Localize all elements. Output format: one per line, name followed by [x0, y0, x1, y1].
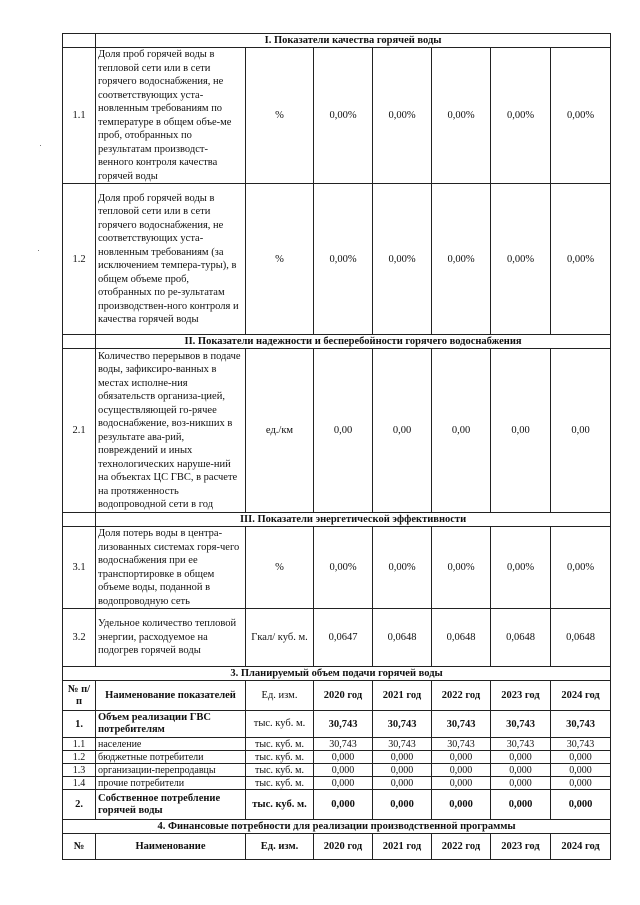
volume-row-1: [63, 711, 611, 738]
unit-cell: Гкал/ куб. м.: [246, 609, 314, 667]
value-2022: 0,000: [432, 751, 491, 764]
value-2022: 0,00%: [432, 527, 491, 609]
volume-row-2: [63, 790, 611, 820]
header-year-2024: 2024 год: [551, 681, 611, 711]
value-2020: 0,00%: [314, 527, 373, 609]
value-2023: 30,743: [491, 711, 551, 738]
value-2023: 0,000: [491, 790, 551, 820]
value-2021: 30,743: [373, 738, 432, 751]
section-2-header: [63, 335, 611, 349]
section-3-header: [63, 513, 611, 527]
value-2023: 0,0648: [491, 609, 551, 667]
value-2024: 0,000: [551, 777, 611, 790]
unit-cell: тыс. куб. м.: [246, 738, 314, 751]
indicator-description: Удельное количество тепловой энергии, расходуемое на подогрев горячей воды: [96, 609, 246, 667]
header-year-2020: 2020 год: [314, 834, 373, 860]
value-2023: 30,743: [491, 738, 551, 751]
value-2024: 0,000: [551, 790, 611, 820]
row-number: 1.1: [63, 738, 96, 751]
value-2020: 0,000: [314, 764, 373, 777]
section-1-title: I. Показатели качества горячей воды: [96, 34, 611, 48]
header-unit: Ед. изм.: [246, 834, 314, 860]
value-2023: 0,00: [491, 349, 551, 513]
value-2024: 0,000: [551, 764, 611, 777]
indicator-row-3-2: [63, 609, 611, 667]
section-2-title: II. Показатели надежности и бесперебойности горячего водоснабжения: [96, 335, 611, 349]
indicator-row-1-1: [63, 48, 611, 184]
value-2020: 0,000: [314, 777, 373, 790]
header-number: № п/п: [63, 681, 96, 711]
value-2022: 30,743: [432, 738, 491, 751]
unit-cell: %: [246, 527, 314, 609]
volume-section-title: 3. Планируемый объем подачи горячей воды: [63, 667, 611, 681]
unit-cell: тыс. куб. м.: [246, 790, 314, 820]
row-number: 2.1: [63, 349, 96, 513]
header-name: Наименование показателей: [96, 681, 246, 711]
value-2023: 0,00%: [491, 184, 551, 335]
row-name: организации-перепродавцы: [96, 764, 246, 777]
section-1-blank-cell: [63, 34, 96, 48]
header-unit: Ед. изм.: [246, 681, 314, 711]
row-number: 3.2: [63, 609, 96, 667]
indicators-table: [62, 33, 611, 860]
value-2023: 0,000: [491, 777, 551, 790]
indicator-description: Количество перерывов в подаче воды, зафиксиро-ванных в местах исполне-ния обязательств организа-цией, осуществляющей го-рячее водоснабжение, воз-никших в результате ава-рий, повреждений и иных технологических наруше-ний на объектах ЦС ГВС, в расчете на протяженность водопроводной сети в год: [96, 349, 246, 513]
row-name: бюджетные потребители: [96, 751, 246, 764]
volume-row-1-3: [63, 764, 611, 777]
value-2024: 0,00%: [551, 48, 611, 184]
row-number: 1.: [63, 711, 96, 738]
value-2023: 0,00%: [491, 48, 551, 184]
row-name: прочие потребители: [96, 777, 246, 790]
value-2023: 0,00%: [491, 527, 551, 609]
indicator-row-3-1: [63, 527, 611, 609]
unit-cell: тыс. куб. м.: [246, 764, 314, 777]
value-2024: 0,000: [551, 751, 611, 764]
unit-cell: тыс. куб. м.: [246, 711, 314, 738]
value-2022: 0,000: [432, 764, 491, 777]
section-2-blank-cell: [63, 335, 96, 349]
value-2021: 30,743: [373, 711, 432, 738]
section-3-title: III. Показатели энергетической эффективности: [96, 513, 611, 527]
section-3-blank-cell: [63, 513, 96, 527]
header-name: Наименование: [96, 834, 246, 860]
value-2024: 0,00%: [551, 184, 611, 335]
header-year-2020: 2020 год: [314, 681, 373, 711]
scan-speck: [38, 250, 39, 251]
value-2021: 0,00%: [373, 527, 432, 609]
header-year-2022: 2022 год: [432, 834, 491, 860]
value-2020: 0,000: [314, 790, 373, 820]
volume-row-1-1: [63, 738, 611, 751]
value-2023: 0,000: [491, 751, 551, 764]
unit-cell: тыс. куб. м.: [246, 777, 314, 790]
value-2020: 0,0647: [314, 609, 373, 667]
value-2024: 30,743: [551, 711, 611, 738]
unit-cell: тыс. куб. м.: [246, 751, 314, 764]
header-year-2021: 2021 год: [373, 834, 432, 860]
row-number: 1.4: [63, 777, 96, 790]
scan-speck: [40, 145, 41, 146]
indicator-row-2-1: [63, 349, 611, 513]
finance-section-header: [63, 820, 611, 834]
value-2022: 0,00: [432, 349, 491, 513]
value-2020: 30,743: [314, 711, 373, 738]
value-2020: 0,00: [314, 349, 373, 513]
value-2020: 0,00%: [314, 48, 373, 184]
value-2024: 0,00: [551, 349, 611, 513]
value-2022: 30,743: [432, 711, 491, 738]
section-1-header: [63, 34, 611, 48]
value-2022: 0,00%: [432, 48, 491, 184]
indicator-description: Доля потерь воды в центра-лизованных системах горя-чего водоснабжения при ее транспортировке в общем объеме воды, поданной в водопроводную сеть: [96, 527, 246, 609]
header-year-2023: 2023 год: [491, 681, 551, 711]
row-number: 2.: [63, 790, 96, 820]
value-2024: 30,743: [551, 738, 611, 751]
unit-cell: %: [246, 48, 314, 184]
value-2023: 0,000: [491, 764, 551, 777]
header-year-2024: 2024 год: [551, 834, 611, 860]
value-2021: 0,00%: [373, 48, 432, 184]
value-2021: 0,00: [373, 349, 432, 513]
volume-section-header: [63, 667, 611, 681]
value-2021: 0,000: [373, 790, 432, 820]
volume-row-1-2: [63, 751, 611, 764]
row-number: 3.1: [63, 527, 96, 609]
value-2022: 0,000: [432, 790, 491, 820]
value-2024: 0,00%: [551, 527, 611, 609]
header-year-2023: 2023 год: [491, 834, 551, 860]
indicator-row-1-2: [63, 184, 611, 335]
value-2021: 0,000: [373, 777, 432, 790]
header-year-2022: 2022 год: [432, 681, 491, 711]
value-2022: 0,000: [432, 777, 491, 790]
finance-table-header: [63, 834, 611, 860]
row-number: 1.1: [63, 48, 96, 184]
row-name: Объем реализации ГВС потребителям: [96, 711, 246, 738]
value-2021: 0,000: [373, 764, 432, 777]
header-year-2021: 2021 год: [373, 681, 432, 711]
value-2021: 0,0648: [373, 609, 432, 667]
value-2024: 0,0648: [551, 609, 611, 667]
value-2022: 0,0648: [432, 609, 491, 667]
volume-table-header: [63, 681, 611, 711]
value-2020: 30,743: [314, 738, 373, 751]
unit-cell: ед./км: [246, 349, 314, 513]
row-number: 1.3: [63, 764, 96, 777]
unit-cell: %: [246, 184, 314, 335]
finance-section-title: 4. Финансовые потребности для реализации производственной программы: [63, 820, 611, 834]
header-number: №: [63, 834, 96, 860]
indicator-description: Доля проб горячей воды в тепловой сети или в сети горячего водоснабжения, не соответствующих уста-новленным требованиям по температуре в общем объе-ме проб, отобранных по результатам производст-венного контроля качества горячей воды: [96, 48, 246, 184]
volume-row-1-4: [63, 777, 611, 790]
row-name: население: [96, 738, 246, 751]
row-name: Собственное потребление горячей воды: [96, 790, 246, 820]
indicator-description: Доля проб горячей воды в тепловой сети или в сети горячего водоснабжения, не соответствующих уста-новленным требованиям (за исключением темпера-туры), в общем объеме проб, отобранных по ре-зультатам производствен-ного контроля и качества горячей воды: [96, 184, 246, 335]
value-2021: 0,000: [373, 751, 432, 764]
value-2022: 0,00%: [432, 184, 491, 335]
row-number: 1.2: [63, 184, 96, 335]
value-2021: 0,00%: [373, 184, 432, 335]
value-2020: 0,00%: [314, 184, 373, 335]
value-2020: 0,000: [314, 751, 373, 764]
row-number: 1.2: [63, 751, 96, 764]
